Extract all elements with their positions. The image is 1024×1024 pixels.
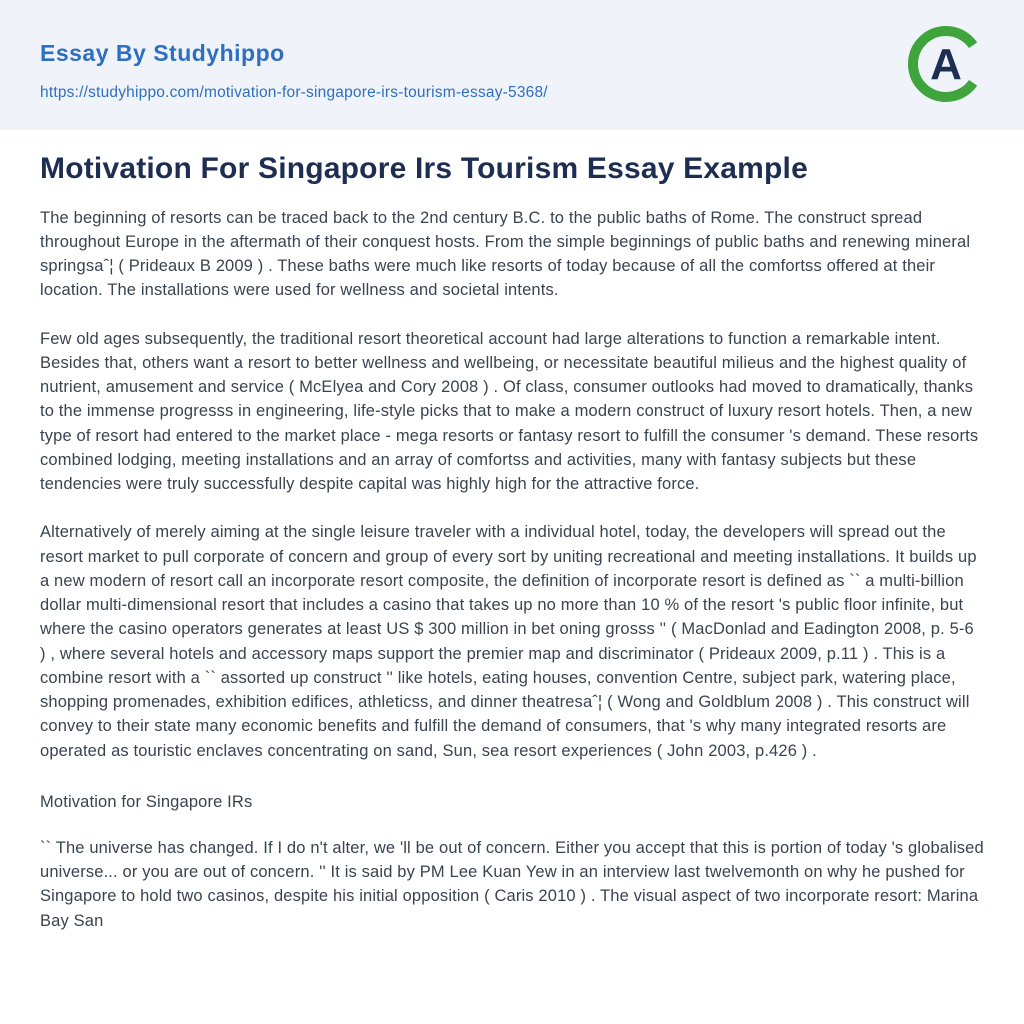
site-title: Essay By Studyhippo xyxy=(40,40,285,66)
source-url-link[interactable]: https://studyhippo.com/motivation-for-singapore-irs-tourism-essay-5368/ xyxy=(40,84,548,101)
essay-content xyxy=(0,130,1024,997)
article-title: Motivation For Singapore Irs Tourism Essay Example xyxy=(40,152,808,185)
section-heading-motivation: Motivation for Singapore IRs xyxy=(40,792,253,811)
studyhippo-logo xyxy=(906,24,986,104)
essay-paragraph-4: `` The universe has changed. If I do n't alter, we 'll be out of concern. Either you accept that this is portion of today 's globalised universe... or you are out of concern. '' It is said by PM Lee Kuan Yew in an interview last twelvemonth on why he pushed for Singapore to hold two casinos, despite his initial opposition ( Caris 2010 ) . The visual aspect of two incorporate resort: Marina Bay San xyxy=(40,838,984,930)
essay-paragraph-3: Alternatively of merely aiming at the single leisure traveler with a individual hotel, today, the developers will spread out the resort market to pull corporate of concern and group of every sort by uniting recreational and meeting installations. It builds up a new modern of resort call an incorporate resort composite, the definition of incorporate resort is defined as `` a multi-billion dollar multi-dimensional resort that includes a casino that takes up no more than 10 % of the resort 's public floor infinite, but where the casino operators generates at least US $ 300 million in bet oning grosss '' ( MacDonlad and Eadington 2008, p. 5-6 ) , where several hotels and accessory maps support the premier map and discriminator ( Prideaux 2009, p.11 ) . This is a combine resort with a `` assorted up construct '' like hotels, eating houses, convention Centre, subject park, watering place, shopping promenades, exhibition edifices, athleticss, and dinner theatresaˆ¦ ( Wong and Goldblum 2008 ) . This construct will convey to their state many economic benefits and fulfill the demand of consumers, that 's why many integrated resorts are operated as touristic enclaves concentrating on sand, Sun, sea resort experiences ( John 2003, p.426 ) . xyxy=(40,523,977,760)
essay-paragraph-1: The beginning of resorts can be traced back to the 2nd century B.C. to the public baths of Rome. The construct spread throughout Europe in the aftermath of their conquest hosts. From the simple beginnings of public baths and renewing mineral springsaˆ¦ ( Prideaux B 2009 ) . These baths were much like resorts of today because of all the comfortss offered at their location. The installations were used for wellness and societal intents. xyxy=(40,208,971,300)
studyhippo-logo-icon xyxy=(906,24,986,104)
site-header xyxy=(0,0,1024,130)
logo-letter: A xyxy=(930,40,962,89)
essay-paragraph-2: Few old ages subsequently, the traditional resort theoretical account had large alterations to function a remarkable intent. Besides that, others want a resort to better wellness and wellbeing, or necessitate beautiful milieus and the highest quality of nutrient, amusement and service ( McElyea and Cory 2008 ) . Of class, consumer outlooks had moved to dramatically, thanks to the immense progresss in engineering, life-style picks that to make a modern construct of luxury resort hotels. Then, a new type of resort had entered to the market place - mega resorts or fantasy resort to fulfill the consumer 's demand. These resorts combined lodging, meeting installations and an array of comfortss and activities, many with fantasy subjects but these tendencies were truly successfully despite capital was highly high for the attractive force. xyxy=(40,329,979,493)
site-header-text xyxy=(40,24,548,102)
